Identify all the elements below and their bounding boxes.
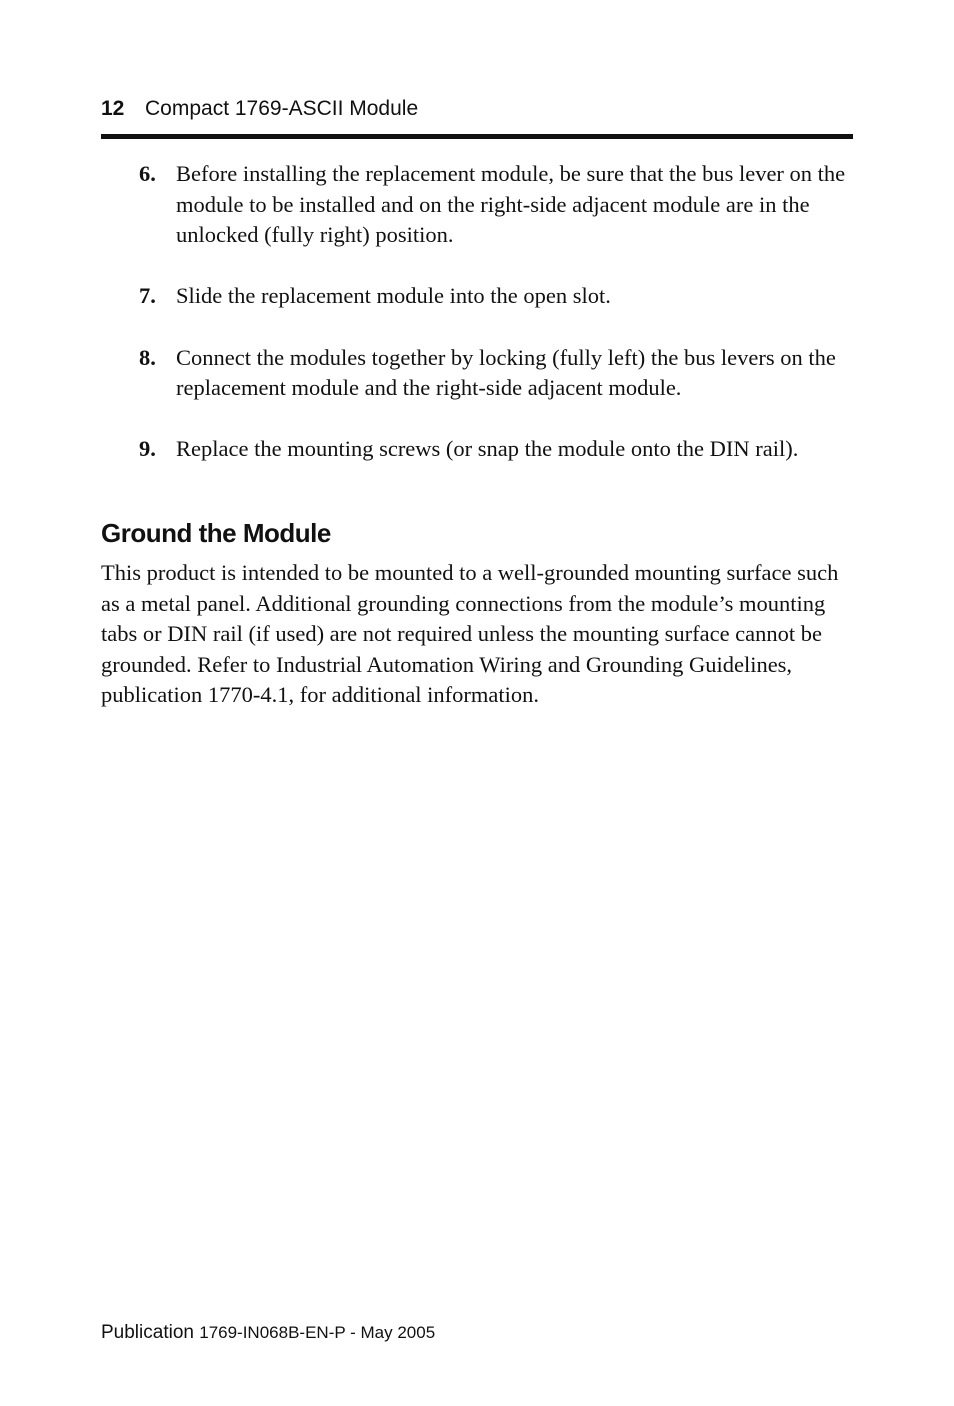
section-body: This product is intended to be mounted to a well-grounded mounting surface such as a metal panel. Additional grounding connections from the module’s mounting tabs or DIN rail (if used) are not required unless the mounting surface cannot be grounded. Refer to Industrial Automation Wiring and Grounding Guidelines, publication 1770-4.1, for additional information.	[101, 560, 839, 708]
page-footer	[101, 1318, 435, 1348]
step-number: 6.	[139, 161, 156, 186]
procedure-steps	[139, 159, 859, 496]
step-number: 7.	[139, 283, 156, 309]
section-heading: Ground the Module	[101, 518, 331, 548]
page-number: 12	[101, 97, 125, 120]
step-number: 8.	[139, 344, 156, 370]
step-text: Connect the modules together by locking (fully left) the bus levers on the replacement module and the right-side adjacent module.	[176, 344, 836, 401]
footer-label: Publication	[101, 1322, 194, 1343]
publication-id: 1769-IN068B-EN-P - May 2005	[199, 1323, 436, 1342]
document-title: Compact 1769-ASCII Module	[145, 97, 419, 120]
step-text: Before installing the replacement module, be sure that the bus lever on the module to be installed and on the right-side adjacent module are in the unlocked (fully right) position.	[176, 161, 846, 248]
step-item	[139, 434, 859, 465]
step-number: 9.	[139, 436, 156, 462]
step-item	[139, 343, 859, 404]
running-header	[101, 94, 853, 124]
step-item	[139, 159, 859, 251]
header-rule	[101, 134, 853, 139]
step-text: Slide the replacement module into the open slot.	[176, 283, 611, 309]
step-text: Replace the mounting screws (or snap the module onto the DIN rail).	[176, 436, 799, 462]
step-item	[139, 281, 859, 312]
